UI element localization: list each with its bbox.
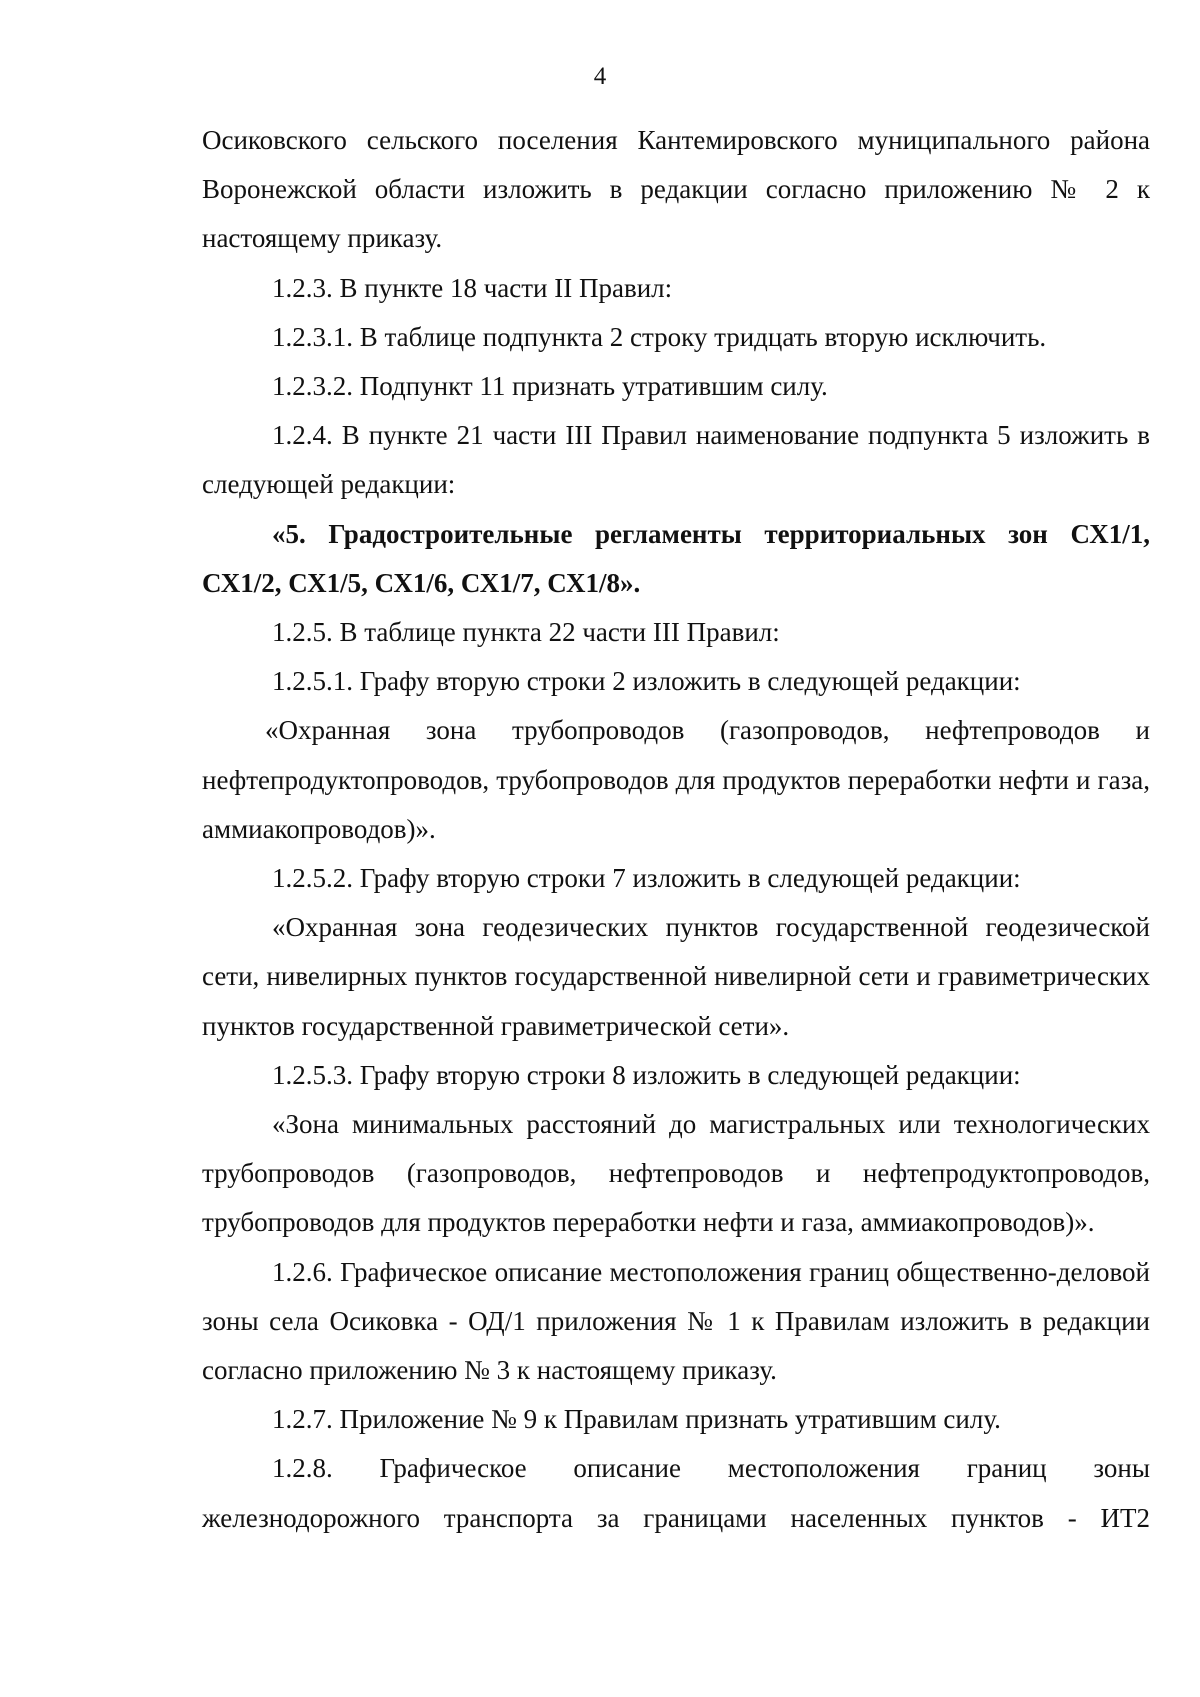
- paragraph-1-2-3-2: 1.2.3.2. Подпункт 11 признать утратившим силу.: [272, 371, 828, 402]
- paragraph-geodetic-zone-quote: «Охранная зона геодезических пунктов государственной геодезической сети, нивелирных пунктов государственной нивелирной сети и гравиметрических пунктов государственной гравиметрической сети».: [202, 912, 1150, 1041]
- paragraph-1-2-5: 1.2.5. В таблице пункта 22 части III Правил:: [272, 617, 780, 648]
- paragraph-pipeline-zone-quote: «Охранная зона трубопроводов (газопроводов, нефтепроводов и нефтепродуктопроводов, трубопроводов для продуктов переработки нефти и газа, аммиакопроводов)».: [202, 715, 1150, 844]
- paragraph-1-2-7: 1.2.7. Приложение № 9 к Правилам признать утратившим силу.: [272, 1404, 1001, 1435]
- paragraph-1-2-5-1: 1.2.5.1. Графу вторую строки 2 изложить в следующей редакции:: [272, 666, 1021, 697]
- paragraph-1-2-5-3: 1.2.5.3. Графу вторую строки 8 изложить в следующей редакции:: [272, 1059, 1021, 1090]
- paragraph-1-2-6: 1.2.6. Графическое описание местоположения границ общественно-деловой зоны села Осиковка - ОД/1 приложения № 1 к Правилам изложить в редакции согласно приложению № 3 к настоящему приказу.: [202, 1256, 1150, 1386]
- paragraph-min-distance-zone-quote: «Зона минимальных расстояний до магистральных или технологических трубопроводов (газопроводов, нефтепроводов и нефтепродуктопроводов, трубопроводов для продуктов переработки нефти и газа, аммиакопроводов)».: [202, 1109, 1150, 1238]
- paragraph-zone-regulations-heading: «5. Градостроительные регламенты территориальных зон СХ1/1, СХ1/2, СХ1/5, СХ1/6, СХ1/7, СХ1/8».: [202, 518, 1150, 598]
- paragraph-1-2-3-1: 1.2.3.1. В таблице подпункта 2 строку тридцать вторую исключить.: [272, 321, 1047, 352]
- paragraph-1-2-3: 1.2.3. В пункте 18 части II Правил:: [272, 272, 673, 303]
- paragraph-1-2-8: 1.2.8. Графическое описание местоположения границ зоны железнодорожного транспорта за границами населенных пунктов - ИТ2: [202, 1453, 1150, 1533]
- page-number: 4: [593, 63, 607, 90]
- paragraph-1-2-4: 1.2.4. В пункте 21 части III Правил наименование подпункта 5 изложить в следующей редакции:: [202, 420, 1150, 500]
- document-body: [202, 116, 1150, 1543]
- paragraph-1-2-5-2: 1.2.5.2. Графу вторую строки 7 изложить в следующей редакции:: [272, 863, 1021, 894]
- paragraph-continuation: Осиковского сельского поселения Кантемировского муниципального района Воронежской области изложить в редакции согласно приложению № 2 к настоящему приказу.: [202, 125, 1150, 254]
